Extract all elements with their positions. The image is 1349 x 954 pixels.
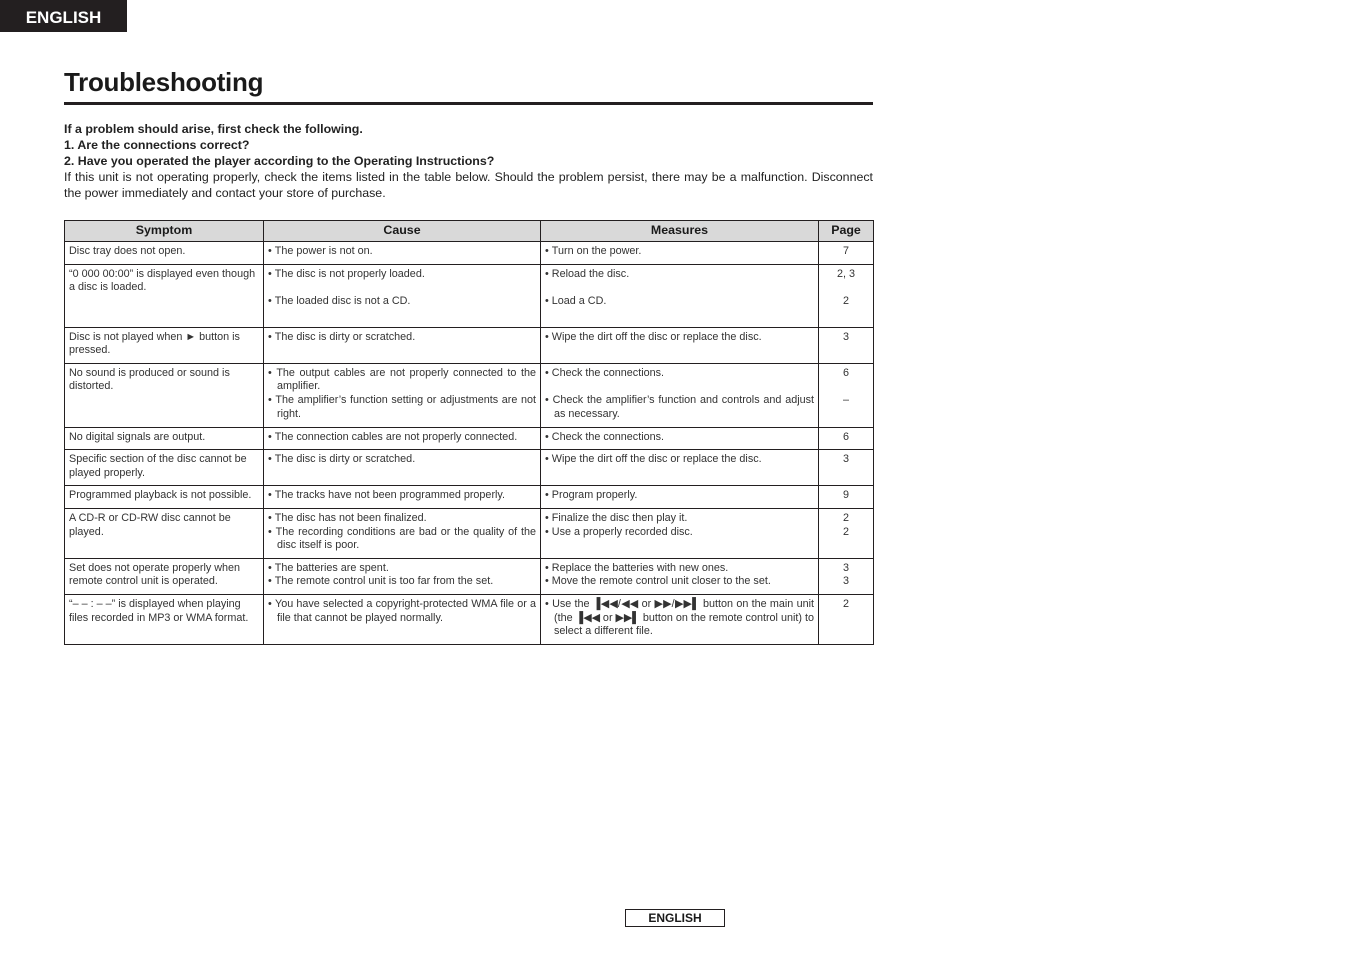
measure-item: • Load a CD. [545, 295, 814, 309]
page-number: 6 [842, 366, 849, 379]
cause-item: • The batteries are spent. [268, 562, 536, 576]
page-number: 2, 3 [836, 267, 855, 280]
symptom-cell: Programmed playback is not possible. [65, 486, 264, 509]
cause-cell [264, 427, 541, 450]
header-page: Page [819, 221, 874, 242]
cause-cell [264, 486, 541, 509]
page-number: 7 [842, 245, 849, 257]
page-title: Troubleshooting [64, 67, 264, 97]
cause-item: • The loaded disc is not a CD. [268, 295, 536, 309]
cause-item: • The disc has not been finalized. [268, 512, 536, 526]
cause-cell [264, 264, 541, 327]
measure-item: • Reload the disc. [545, 268, 814, 282]
symptom-cell: No sound is produced or sound is distorted. [65, 363, 264, 427]
page-cell [819, 427, 874, 450]
cause-cell [264, 363, 541, 427]
symptom-cell: Disc tray does not open. [65, 242, 264, 265]
page-cell [819, 327, 874, 363]
intro-paragraph: If this unit is not operating properly, check the items listed in the table below. Should the problem persist, there may be a malfunction. Disconnect the power immediately and contact your store of purchase. [64, 170, 873, 200]
page-number: 3 [842, 453, 849, 466]
cause-item: • The power is not on. [268, 245, 536, 259]
page-cell [819, 558, 874, 594]
measure-item: • Use a properly recorded disc. [545, 526, 814, 540]
page-number: 6 [842, 430, 849, 443]
page-number: 2 [842, 295, 849, 308]
cause-item: • The amplifier’s function setting or adjustments are not right. [268, 394, 536, 421]
intro-question-1: 1. Are the connections correct? [64, 138, 250, 152]
measures-cell [541, 594, 819, 644]
cause-item: • The connection cables are not properly connected. [268, 431, 536, 445]
cause-item: • The output cables are not properly connected to the amplifier. [268, 367, 536, 394]
measure-item: • Finalize the disc then play it. [545, 512, 814, 526]
table-row [65, 558, 874, 594]
measure-item: • Check the connections. [545, 431, 814, 445]
cause-item: • You have selected a copyright-protected WMA file or a file that cannot be played normally. [268, 598, 536, 625]
symptom-cell: Disc is not played when ► button is pressed. [65, 327, 264, 363]
table-row [65, 486, 874, 509]
language-tab: ENGLISH [0, 0, 127, 32]
measure-item: • Replace the batteries with new ones. [545, 562, 814, 576]
symptom-cell: A CD-R or CD-RW disc cannot be played. [65, 508, 264, 558]
cause-cell [264, 327, 541, 363]
page-cell [819, 486, 874, 509]
page-cell [819, 242, 874, 265]
measure-item: • Program properly. [545, 489, 814, 503]
table-row [65, 264, 874, 327]
measures-cell [541, 242, 819, 265]
measures-cell [541, 508, 819, 558]
page-cell [819, 450, 874, 486]
page-number: 2 [842, 597, 849, 610]
intro-section [64, 121, 873, 201]
table-row [65, 242, 874, 265]
cause-item: • The disc is not properly loaded. [268, 268, 536, 282]
page-number: 2 [842, 525, 849, 538]
page-number: 3 [842, 561, 849, 574]
table-row [65, 508, 874, 558]
cause-item: • The recording conditions are bad or the quality of the disc itself is poor. [268, 526, 536, 553]
page-cell [819, 264, 874, 327]
cause-cell [264, 594, 541, 644]
measures-cell [541, 486, 819, 509]
table-row [65, 363, 874, 427]
measure-item: • Move the remote control unit closer to the set. [545, 575, 814, 589]
table-row [65, 450, 874, 486]
table-row [65, 427, 874, 450]
title-divider [64, 102, 873, 105]
cause-cell [264, 242, 541, 265]
measure-item: • Use the ▐◀◀/◀◀ or ▶▶/▶▶▌ button on the main unit (the ▐◀◀ or ▶▶▌ button on the remote control unit) to select a different file. [545, 598, 814, 639]
measure-item: • Turn on the power. [545, 245, 814, 259]
measures-cell [541, 427, 819, 450]
measures-cell [541, 363, 819, 427]
cause-item: • The remote control unit is too far from the set. [268, 575, 536, 589]
troubleshooting-table [64, 220, 874, 645]
page-number: 3 [842, 575, 849, 588]
measure-item: • Wipe the dirt off the disc or replace the disc. [545, 453, 814, 467]
cause-cell [264, 450, 541, 486]
cause-item: • The disc is dirty or scratched. [268, 453, 536, 467]
header-symptom: Symptom [65, 221, 264, 242]
table-row [65, 594, 874, 644]
page-number: 2 [842, 511, 849, 524]
measures-cell [541, 327, 819, 363]
cause-item: • The tracks have not been programmed properly. [268, 489, 536, 503]
measures-cell [541, 264, 819, 327]
page-cell [819, 508, 874, 558]
cause-item: • The disc is dirty or scratched. [268, 331, 536, 345]
page-cell [819, 363, 874, 427]
intro-question-2: 2. Have you operated the player according to the Operating Instructions? [64, 154, 495, 168]
symptom-cell: No digital signals are output. [65, 427, 264, 450]
header-cause: Cause [264, 221, 541, 242]
table-row [65, 327, 874, 363]
header-measures: Measures [541, 221, 819, 242]
measure-item: • Check the connections. [545, 367, 814, 381]
cause-cell [264, 508, 541, 558]
page-cell [819, 594, 874, 644]
footer-language-tab: ENGLISH [625, 909, 725, 927]
page-number: – [842, 394, 849, 407]
intro-lead: If a problem should arise, first check the following. [64, 122, 363, 136]
table-header-row [65, 221, 874, 242]
symptom-cell: “– – : – –” is displayed when playing files recorded in MP3 or WMA format. [65, 594, 264, 644]
measure-item: • Check the amplifier’s function and controls and adjust as necessary. [545, 394, 814, 421]
measures-cell [541, 450, 819, 486]
measure-item: • Wipe the dirt off the disc or replace the disc. [545, 331, 814, 345]
measures-cell [541, 558, 819, 594]
symptom-cell: “0 000 00:00” is displayed even though a disc is loaded. [65, 264, 264, 327]
page-number: 9 [842, 489, 849, 502]
page-number: 3 [842, 330, 849, 343]
cause-cell [264, 558, 541, 594]
symptom-cell: Specific section of the disc cannot be played properly. [65, 450, 264, 486]
symptom-cell: Set does not operate properly when remote control unit is operated. [65, 558, 264, 594]
